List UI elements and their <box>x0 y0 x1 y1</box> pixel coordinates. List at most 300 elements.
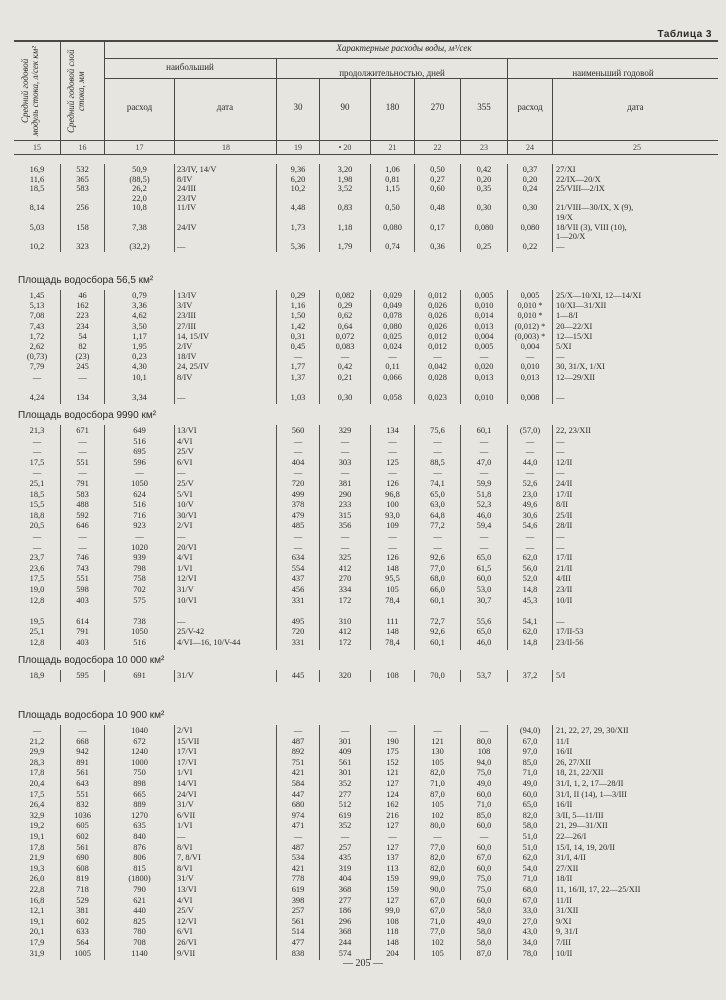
table-cell: 78,4 <box>385 638 400 647</box>
table-cell: 1,77 <box>290 362 306 372</box>
table-row <box>14 437 718 446</box>
table-cell: 806 <box>133 853 146 863</box>
table-cell: — <box>340 532 350 541</box>
table-cell: 158 <box>76 222 89 232</box>
table-cell: 1,98 <box>337 174 353 184</box>
table-cell: 0,026 <box>428 311 447 321</box>
table-cell: 21/II <box>556 563 573 573</box>
table-cell: 0,60 <box>430 184 445 194</box>
table-cell: 18/IV <box>177 352 197 362</box>
table-row <box>14 627 718 636</box>
table-cell: 532 <box>76 165 89 174</box>
table-cell: 111 <box>386 616 399 626</box>
table-cell: 329 <box>338 426 352 435</box>
table-cell: 5,03 <box>29 222 45 232</box>
section-block <box>14 165 718 253</box>
table-cell: 790 <box>133 885 146 894</box>
table-cell: — <box>556 436 565 446</box>
table-cell: 0,010 <box>520 362 540 372</box>
table-cell: 51,0 <box>522 832 538 841</box>
table-row <box>14 671 718 680</box>
table-cell: 97,0 <box>522 747 538 757</box>
table-cell: — <box>525 352 535 362</box>
table-cell: 561 <box>76 842 89 852</box>
table-cell: 159 <box>386 885 399 894</box>
table-cell: 5,13 <box>29 301 45 311</box>
table-cell: 939 <box>133 553 146 563</box>
table-cell: 21, 22, 27, 29, 30/XII <box>556 726 629 735</box>
table-cell: 270 <box>338 574 352 584</box>
table-cell: 512 <box>338 800 352 810</box>
table-row <box>14 800 718 809</box>
col-header-modulus: Средний годовой модуль стока, л/сек км² <box>20 46 40 136</box>
table-cell: 25/II <box>556 510 573 520</box>
table-cell: 356 <box>338 521 352 531</box>
table-cell: 50,9 <box>132 165 147 174</box>
table-cell: — <box>388 436 397 446</box>
table-row <box>14 213 718 222</box>
table-row <box>14 301 718 310</box>
header-d90: 90 <box>340 102 350 112</box>
table-cell: 46,0 <box>476 638 492 647</box>
table-cell: 0,005 <box>474 342 494 351</box>
table-cell: 838 <box>291 948 305 958</box>
table-cell: 90,0 <box>430 885 445 894</box>
table-cell: 0,21 <box>337 372 353 382</box>
table-cell: 172 <box>338 638 352 647</box>
table-row <box>14 232 718 241</box>
table-cell: 4/III <box>556 574 571 584</box>
table-cell: 20,5 <box>29 521 45 531</box>
table-cell: 702 <box>133 585 146 594</box>
table-row <box>14 165 718 174</box>
table-cell: 18/II <box>556 874 573 884</box>
column-number: 18 <box>222 143 230 152</box>
table-cell: 4,62 <box>132 311 147 321</box>
table-cell: 4/VI <box>177 553 193 563</box>
table-cell: — <box>78 436 87 446</box>
table-cell: 592 <box>76 510 89 520</box>
table-row <box>14 927 718 936</box>
table-cell: — <box>556 447 565 457</box>
table-cell: 0,010 * <box>517 311 543 321</box>
column-number: 25 <box>633 143 641 152</box>
table-cell: 1,17 <box>132 331 147 341</box>
table-cell: 10/II <box>556 595 573 605</box>
table-cell: 437 <box>291 574 305 584</box>
table-cell: 0,31 <box>290 331 306 341</box>
table-cell: 1036 <box>74 810 91 820</box>
table-cell: 12,1 <box>29 906 45 916</box>
table-cell: 34,0 <box>522 938 538 947</box>
table-cell: — <box>556 352 565 362</box>
table-cell: 0,082 <box>335 291 355 300</box>
table-cell: 381 <box>76 906 89 916</box>
section-title: Площадь водосбора 10 900 км² <box>18 710 165 721</box>
table-cell: 412 <box>338 563 352 573</box>
table-cell: 0,010 <box>474 393 494 402</box>
table-cell: 49,0 <box>476 916 492 926</box>
table-cell: 0,012 <box>428 342 447 351</box>
table-cell: 421 <box>291 768 305 778</box>
header-smallest: наименьший годовой <box>572 68 654 78</box>
table-cell: 0,025 <box>383 331 402 341</box>
table-cell: 0,35 <box>476 184 492 194</box>
table-cell: (1800) <box>128 874 151 884</box>
table-cell: 487 <box>291 736 305 746</box>
table-cell: 67,0 <box>476 853 492 863</box>
table-cell: 649 <box>133 426 146 435</box>
table-cell: 516 <box>133 436 146 446</box>
table-cell: 9,36 <box>290 165 306 174</box>
table-cell: 596 <box>133 457 146 467</box>
table-cell: 20—22/XI <box>556 321 593 331</box>
table-cell: 51,0 <box>522 842 538 852</box>
table-cell: 62,0 <box>522 553 538 563</box>
table-cell: — <box>32 447 42 457</box>
table-cell: 58,0 <box>476 938 492 947</box>
table-cell: 1,72 <box>29 331 45 341</box>
table-cell: 108 <box>386 916 399 926</box>
table-cell: 6,20 <box>290 174 306 184</box>
table-cell: 1,79 <box>337 241 353 251</box>
table-cell: 695 <box>133 447 146 457</box>
table-cell: 832 <box>76 800 89 810</box>
table-cell: 8/IV <box>177 372 193 382</box>
table-cell: — <box>78 542 87 552</box>
table-cell: 11/IV <box>177 203 197 213</box>
table-cell: 30, 31/X, 1/XI <box>556 362 605 372</box>
table-cell: — <box>177 616 186 626</box>
table-row <box>14 874 718 883</box>
table-cell: 25,1 <box>29 627 45 637</box>
table-cell: 0,11 <box>385 362 400 372</box>
table-cell: 319 <box>338 863 352 873</box>
table-cell: 22/IX—20/X <box>556 174 601 184</box>
table-cell: 102 <box>431 938 444 947</box>
table-cell: — <box>388 832 397 841</box>
table-cell: 12—15/XI <box>556 331 593 341</box>
table-cell: 23,7 <box>29 553 45 563</box>
table-cell: (88,5) <box>129 174 150 184</box>
column-number: 17 <box>135 143 144 152</box>
table-cell: 488 <box>76 500 89 510</box>
table-cell: — <box>340 468 350 478</box>
table-cell: 66,0 <box>430 585 445 594</box>
table-cell: — <box>293 436 303 446</box>
table-cell: 0,013 <box>474 321 494 331</box>
table-cell: 445 <box>291 671 305 680</box>
table-cell: 96,8 <box>385 489 400 499</box>
table-cell: 368 <box>338 885 352 894</box>
table-cell: 17,5 <box>29 574 45 584</box>
table-cell: 99,0 <box>430 874 445 884</box>
table-cell: 4/VI <box>177 895 193 905</box>
table-cell: 12/VI <box>177 916 197 926</box>
table-cell: 85,0 <box>522 757 538 767</box>
table-cell: — <box>78 447 87 457</box>
table-cell: — <box>293 832 303 841</box>
table-cell: 92,6 <box>430 627 445 637</box>
section-title: Площадь водосбора 56,5 км² <box>18 275 154 286</box>
header-discharge2: расход <box>517 102 543 112</box>
table-row <box>14 184 718 193</box>
table-cell: 162 <box>386 800 399 810</box>
table-cell: 0,026 <box>428 301 447 311</box>
table-cell: 37,2 <box>522 671 538 680</box>
table-cell: 1270 <box>131 810 148 820</box>
table-cell: 534 <box>291 853 305 863</box>
table-cell: 471 <box>291 821 305 831</box>
table-row <box>14 468 718 477</box>
table-cell: (0,012) * <box>514 321 546 331</box>
table-cell: 52,3 <box>476 500 492 510</box>
table-cell: 561 <box>291 916 305 926</box>
table-cell: 30,6 <box>522 510 538 520</box>
table-cell: 25/X—10/XI, 12—14/XI <box>556 291 642 300</box>
column-number: 19 <box>294 143 302 152</box>
table-cell: 743 <box>76 563 89 573</box>
table-cell: 70,0 <box>430 671 445 680</box>
table-cell: 876 <box>133 842 146 852</box>
table-cell: 19,1 <box>29 832 45 841</box>
table-cell: 31/V <box>177 671 194 680</box>
table-cell: — <box>388 542 397 552</box>
table-cell: — <box>340 832 350 841</box>
table-cell: — <box>177 241 186 251</box>
table-cell: 17/VI <box>177 747 197 757</box>
table-cell: 67,0 <box>522 736 538 746</box>
table-cell: 7,43 <box>29 321 45 331</box>
table-cell: 14,8 <box>522 638 538 647</box>
table-header <box>14 40 718 155</box>
table-cell: 99,0 <box>385 906 400 916</box>
table-cell: 245 <box>76 362 89 372</box>
table-cell: 223 <box>76 311 89 321</box>
table-cell: 551 <box>76 574 89 584</box>
table-cell: 4/VI <box>177 436 193 446</box>
table-cell: 80,0 <box>430 821 445 831</box>
table-cell: 21,9 <box>29 853 45 863</box>
column-number: 21 <box>388 143 397 152</box>
table-cell: 4,24 <box>29 393 45 402</box>
table-cell: 680 <box>291 800 305 810</box>
table-cell: 412 <box>338 627 352 637</box>
table-cell: 1—8/I <box>556 311 578 321</box>
table-cell: 10/V <box>177 500 194 510</box>
table-row <box>14 332 718 341</box>
table-row <box>14 322 718 331</box>
table-cell: 942 <box>76 747 89 757</box>
table-cell: 204 <box>386 948 399 958</box>
table-cell: 59,9 <box>476 479 492 488</box>
table-cell: — <box>293 468 303 478</box>
table-cell: 1,18 <box>337 222 353 232</box>
table-cell: 26, 27/XII <box>556 757 591 767</box>
table-cell: 1/VI <box>177 768 193 778</box>
table-cell: 46,0 <box>476 510 492 520</box>
table-cell: 75,0 <box>476 874 492 884</box>
table-cell: 105 <box>431 948 444 958</box>
table-cell: 778 <box>291 874 305 884</box>
table-cell: 82,0 <box>430 853 445 863</box>
table-cell: 94,0 <box>476 757 492 767</box>
table-cell: 798 <box>133 563 146 573</box>
table-row <box>14 175 718 184</box>
section-block <box>14 710 718 961</box>
table-row <box>14 352 718 361</box>
table-cell: 1020 <box>131 542 148 552</box>
table-row <box>14 564 718 573</box>
table-cell: 315 <box>338 510 352 520</box>
table-cell: 1040 <box>131 726 148 735</box>
table-cell: 17,5 <box>29 789 45 799</box>
table-cell: — <box>433 542 442 552</box>
table-cell: (32,2) <box>129 241 150 251</box>
table-cell: 608 <box>76 863 89 873</box>
table-cell: 77,0 <box>430 927 445 937</box>
table-cell: 1,42 <box>290 321 306 331</box>
table-cell: 671 <box>76 426 89 435</box>
table-cell: 12/VI <box>177 574 197 584</box>
table-cell: 0,29 <box>337 301 353 311</box>
table-row <box>14 790 718 799</box>
table-cell: 30/VI <box>177 510 197 520</box>
table-cell: 54 <box>78 331 87 341</box>
table-cell: 25/V <box>177 447 194 457</box>
table-cell: 19,5 <box>29 616 45 626</box>
table-cell: 1050 <box>131 479 148 488</box>
table-cell: — <box>340 726 350 735</box>
table-cell: 0,012 <box>428 291 447 300</box>
table-cell: 409 <box>338 747 352 757</box>
table-cell: 26,4 <box>29 800 45 810</box>
table-cell: 121 <box>386 768 399 778</box>
table-cell: 78,0 <box>522 948 538 958</box>
table-cell: — <box>135 532 144 541</box>
table-cell: 0,005 <box>520 291 540 300</box>
table-row <box>14 779 718 788</box>
table-row <box>14 342 718 351</box>
table-cell: 32,9 <box>29 810 45 820</box>
table-cell: 1/VI <box>177 563 193 573</box>
table-cell: 13/VI <box>177 885 197 894</box>
table-cell: 65,0 <box>522 800 538 810</box>
table-cell: — <box>525 436 535 446</box>
table-cell: 0,24 <box>522 184 538 194</box>
table-cell: 62,0 <box>522 853 538 863</box>
table-cell: — <box>78 372 87 382</box>
table-cell: 0,072 <box>335 331 355 341</box>
table-cell: 0,22 <box>522 241 538 251</box>
table-cell: 323 <box>76 241 89 251</box>
table-cell: 440 <box>133 906 146 916</box>
table-cell: 60,0 <box>476 821 492 831</box>
table-cell: — <box>293 532 303 541</box>
table-cell: 49,6 <box>522 500 538 510</box>
table-cell: 0,50 <box>430 165 445 174</box>
table-cell: 718 <box>76 885 89 894</box>
table-cell: 13/IV <box>177 291 197 300</box>
table-cell: 514 <box>291 927 305 937</box>
table-cell: — <box>340 352 350 362</box>
table-cell: 19,1 <box>29 916 45 926</box>
table-cell: 21,3 <box>29 426 45 435</box>
table-cell: — <box>525 542 535 552</box>
table-cell: 551 <box>76 457 89 467</box>
table-cell: 68,0 <box>430 574 445 584</box>
table-cell: 82,0 <box>522 810 538 820</box>
table-row <box>14 242 718 251</box>
table-cell: — <box>32 372 42 382</box>
table-cell: 791 <box>76 627 89 637</box>
table-cell: 25/V-42 <box>177 627 205 637</box>
page-number: — 205 — <box>343 958 383 969</box>
table-cell: 190 <box>386 736 399 746</box>
table-cell: — <box>293 726 303 735</box>
table-cell: 134 <box>386 426 399 435</box>
table-cell: — <box>32 468 42 478</box>
table-cell: 2/VI <box>177 726 193 735</box>
table-cell: 17/VI <box>177 757 197 767</box>
table-cell: 602 <box>76 916 89 926</box>
table-cell: 334 <box>338 585 352 594</box>
table-cell: 14, 15/IV <box>177 331 210 341</box>
table-cell: 130 <box>431 747 444 757</box>
table-cell: 31,9 <box>29 948 45 958</box>
table-cell: — <box>78 532 87 541</box>
table-cell: 10/II <box>556 948 573 958</box>
table-cell: 87,0 <box>476 948 492 958</box>
table-cell: 602 <box>76 832 89 841</box>
table-cell: 30,7 <box>476 595 492 605</box>
table-cell: 1,50 <box>290 311 306 321</box>
table-row <box>14 458 718 467</box>
table-cell: 77,0 <box>430 563 445 573</box>
table-cell: 61,5 <box>476 563 492 573</box>
table-cell: 14/VI <box>177 779 197 788</box>
table-cell: 0,30 <box>522 203 538 213</box>
table-cell: 447 <box>291 789 305 799</box>
table-cell: — <box>479 436 489 446</box>
table-cell: 127 <box>386 821 399 831</box>
table-cell: — <box>293 447 303 457</box>
header-d270: 270 <box>430 102 445 112</box>
table-cell: 126 <box>386 553 399 563</box>
table-cell: 22, 23/XII <box>556 426 591 435</box>
table-row <box>14 447 718 456</box>
table-cell: 148 <box>386 627 399 637</box>
table-cell: — <box>177 832 186 841</box>
table-cell: 53,0 <box>476 585 492 594</box>
table-cell: 14,8 <box>522 585 538 594</box>
table-cell: — <box>479 726 489 735</box>
table-cell: 23/IV, 14/V <box>177 165 217 174</box>
header-characteristic: Характерные расходы воды, м³/сек <box>336 43 472 53</box>
table-cell: 758 <box>133 574 146 584</box>
table-row <box>14 362 718 371</box>
table-cell: 11/II <box>556 895 572 905</box>
table-cell: 6/VI <box>177 927 193 937</box>
table-cell: 12—29/XII <box>556 372 596 382</box>
table-cell: 16,9 <box>29 165 45 174</box>
table-cell: 63,0 <box>430 500 445 510</box>
table-cell: 310 <box>338 616 352 626</box>
column-number: 23 <box>480 143 488 152</box>
table-cell: 62,0 <box>522 627 538 637</box>
table-cell: 82 <box>78 342 87 351</box>
table-cell: 12,8 <box>29 595 45 605</box>
